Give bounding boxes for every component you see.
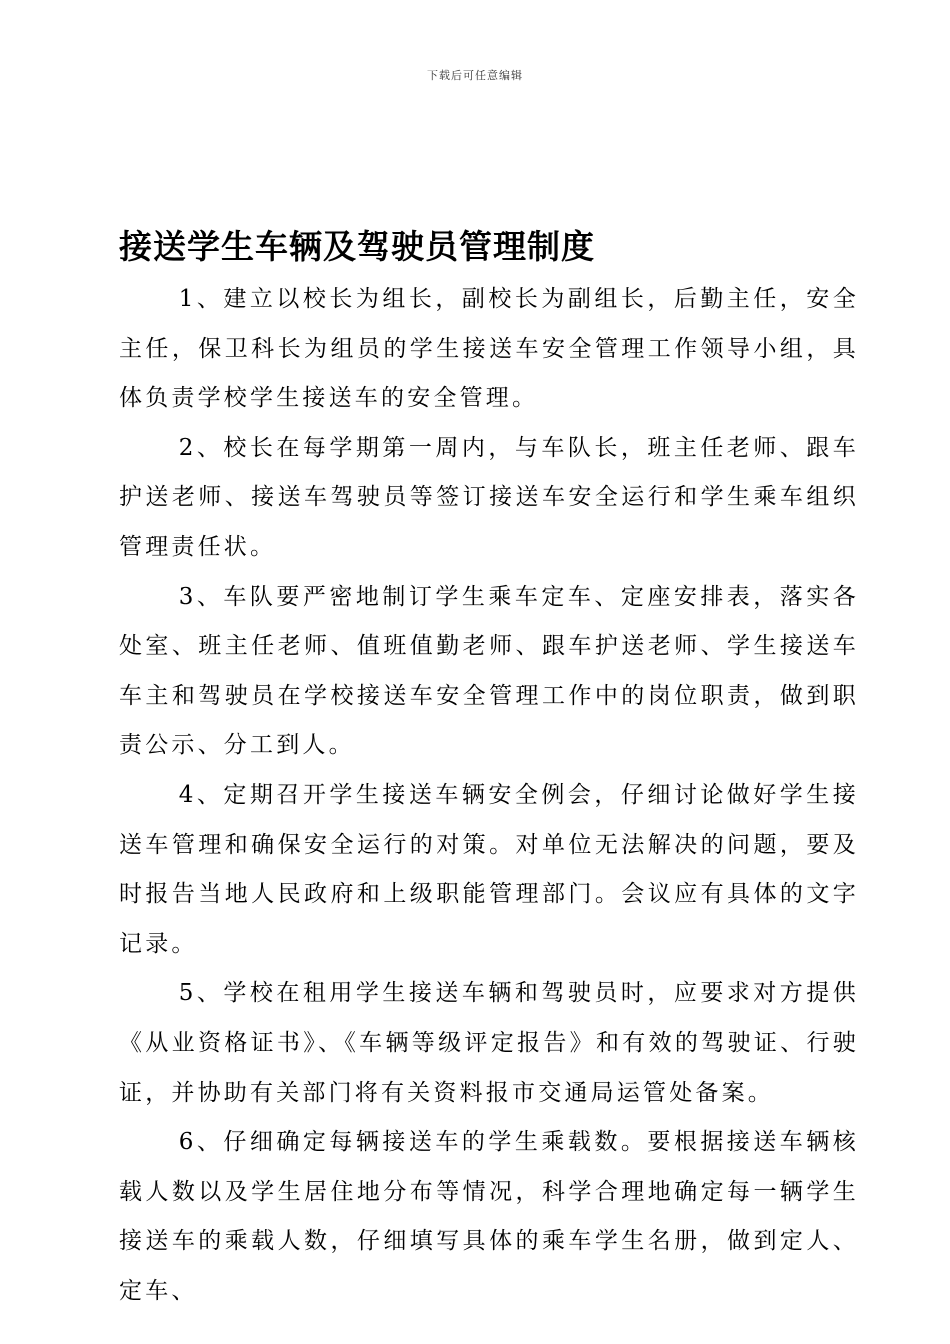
paragraph-4: 4、定期召开学生接送车辆安全例会，仔细讨论做好学生接送车管理和确保安全运行的对策。对单位无法解决的问题，要及时报告当地人民政府和上级职能管理部门。会议应有具体的文字记录。 (119, 781, 859, 957)
paragraph-1: 1、建立以校长为组长，副校长为副组长，后勤主任，安全主任，保卫科长为组员的学生接送车安全管理工作领导小组，具体负责学校学生接送车的安全管理。 (119, 286, 859, 412)
paragraph-2: 2、校长在每学期第一周内，与车队长，班主任老师、跟车护送老师、接送车驾驶员等签订接送车安全运行和学生乘车组织管理责任状。 (119, 434, 859, 560)
document-body (119, 275, 859, 1316)
paragraph-3: 3、车队要严密地制订学生乘车定车、定座安排表，落实各处室、班主任老师、值班值勤老师、跟车护送老师、学生接送车车主和驾驶员在学校接送车安全管理工作中的岗位职责，做到职责公示、分工到人。 (119, 583, 859, 759)
page-header-note: 下载后可任意编辑 (427, 69, 523, 82)
document-title: 接送学生车辆及驾驶员管理制度 (119, 227, 595, 266)
paragraph-6: 6、仔细确定每辆接送车的学生乘载数。要根据接送车辆核载人数以及学生居住地分布等情况，科学合理地确定每一辆学生接送车的乘载人数，仔细填写具体的乘车学生名册，做到定人、定车、 (119, 1129, 859, 1304)
paragraph-5: 5、学校在租用学生接送车辆和驾驶员时，应要求对方提供《从业资格证书》、《车辆等级评定报告》和有效的驾驶证、行驶证，并协助有关部门将有关资料报市交通局运管处备案。 (119, 980, 859, 1106)
